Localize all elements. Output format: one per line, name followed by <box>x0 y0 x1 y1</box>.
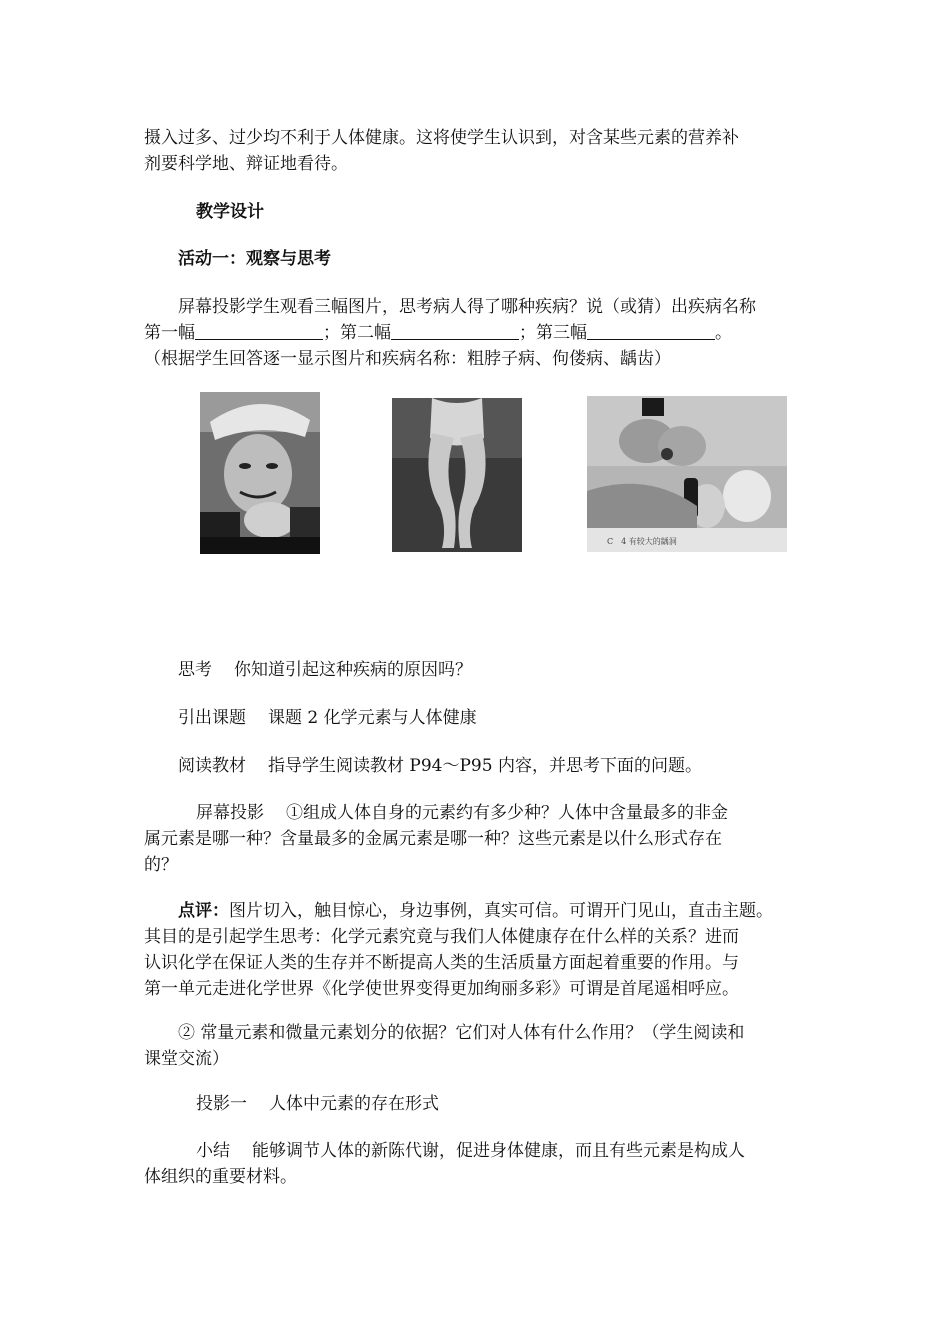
q2-line-2: 课堂交流） <box>144 1049 229 1069</box>
dental-caries-photo <box>587 396 787 552</box>
intro-line-1: 摄入过多、过少均不利于人体健康。这将使学生认识到，对含某些元素的营养补 <box>144 128 739 148</box>
topic-label: 引出课题 <box>178 708 246 728</box>
projection-one-label: 投影一 <box>196 1094 247 1114</box>
q2-line-1: ② 常量元素和微量元素划分的依据？它们对人体有什么作用？（学生阅读和 <box>178 1023 745 1043</box>
comment-line-3: 认识化学在保证人类的生存并不断提高人类的生活质量方面起着重要的作用。与 <box>144 953 739 973</box>
projection-label-1: 第一幅 <box>144 323 195 343</box>
answer-blank-1[interactable] <box>195 321 323 340</box>
summary-paragraph <box>144 1138 808 1190</box>
screen-question-1 <box>144 800 808 878</box>
think-text: 你知道引起这种疾病的原因吗？ <box>234 660 472 680</box>
section-heading: 教学设计 <box>196 202 264 222</box>
projection-paragraph <box>144 294 808 372</box>
think-line <box>178 657 842 683</box>
projection-sep-2: ；第三幅 <box>519 323 587 343</box>
summary-line-2: 体组织的重要材料。 <box>144 1167 297 1187</box>
comment-line-4: 第一单元走进化学世界《化学使世界变得更加绚丽多彩》可谓是首尾遥相呼应。 <box>144 979 739 999</box>
answer-blank-2[interactable] <box>391 321 519 340</box>
projection-sep-1: ；第二幅 <box>323 323 391 343</box>
screen-q1-line-1: ①组成人体自身的元素约有多少种？人体中含量最多的非金 <box>286 803 728 823</box>
screen-label: 屏幕投影 <box>196 803 264 823</box>
projection-end: 。 <box>715 323 732 343</box>
topic-text: 课题 2 化学元素与人体健康 <box>268 708 477 728</box>
summary-line-1: 能够调节人体的新陈代谢，促进身体健康，而且有些元素是构成人 <box>252 1141 745 1161</box>
rickets-legs-photo <box>392 398 522 552</box>
comment-line-1: 图片切入，触目惊心，身边事例，真实可信。可谓开门见山，直击主题。 <box>229 901 773 921</box>
goiter-photo <box>200 392 320 554</box>
screen-q1-line-2: 属元素是哪一种？含量最多的金属元素是哪一种？这些元素是以什么形式存在 <box>144 829 722 849</box>
projection-one-text: 人体中元素的存在形式 <box>269 1094 439 1114</box>
photo-caption: C 4 有较大的龋洞 <box>607 537 677 546</box>
screen-q1-line-3: 的？ <box>144 855 178 875</box>
projection-line-3: （根据学生回答逐一显示图片和疾病名称：粗脖子病、佝偻病、龋齿） <box>144 349 671 369</box>
summary-label: 小结 <box>196 1141 230 1161</box>
comment-label: 点评： <box>178 901 229 921</box>
projection-line-1: 屏幕投影学生观看三幅图片，思考病人得了哪种疾病？说（或猜）出疾病名称 <box>178 297 756 317</box>
activity-title: 活动一：观察与思考 <box>178 249 331 269</box>
intro-line-2: 剂要科学地、辩证地看待。 <box>144 154 348 174</box>
reading-line <box>178 753 818 779</box>
topic-line <box>178 705 842 731</box>
reading-text: 指导学生阅读教材 P94～P95 内容，并思考下面的问题。 <box>268 756 702 776</box>
comment-paragraph <box>144 898 808 1002</box>
question-2 <box>144 1020 808 1072</box>
comment-line-2: 其目的是引起学生思考：化学元素究竟与我们人体健康存在什么样的关系？进而 <box>144 927 739 947</box>
reading-label: 阅读教材 <box>178 756 246 776</box>
answer-blank-3[interactable] <box>587 321 715 340</box>
think-label: 思考 <box>178 660 212 680</box>
projection-one-line <box>196 1091 860 1117</box>
intro-paragraph <box>144 125 808 177</box>
